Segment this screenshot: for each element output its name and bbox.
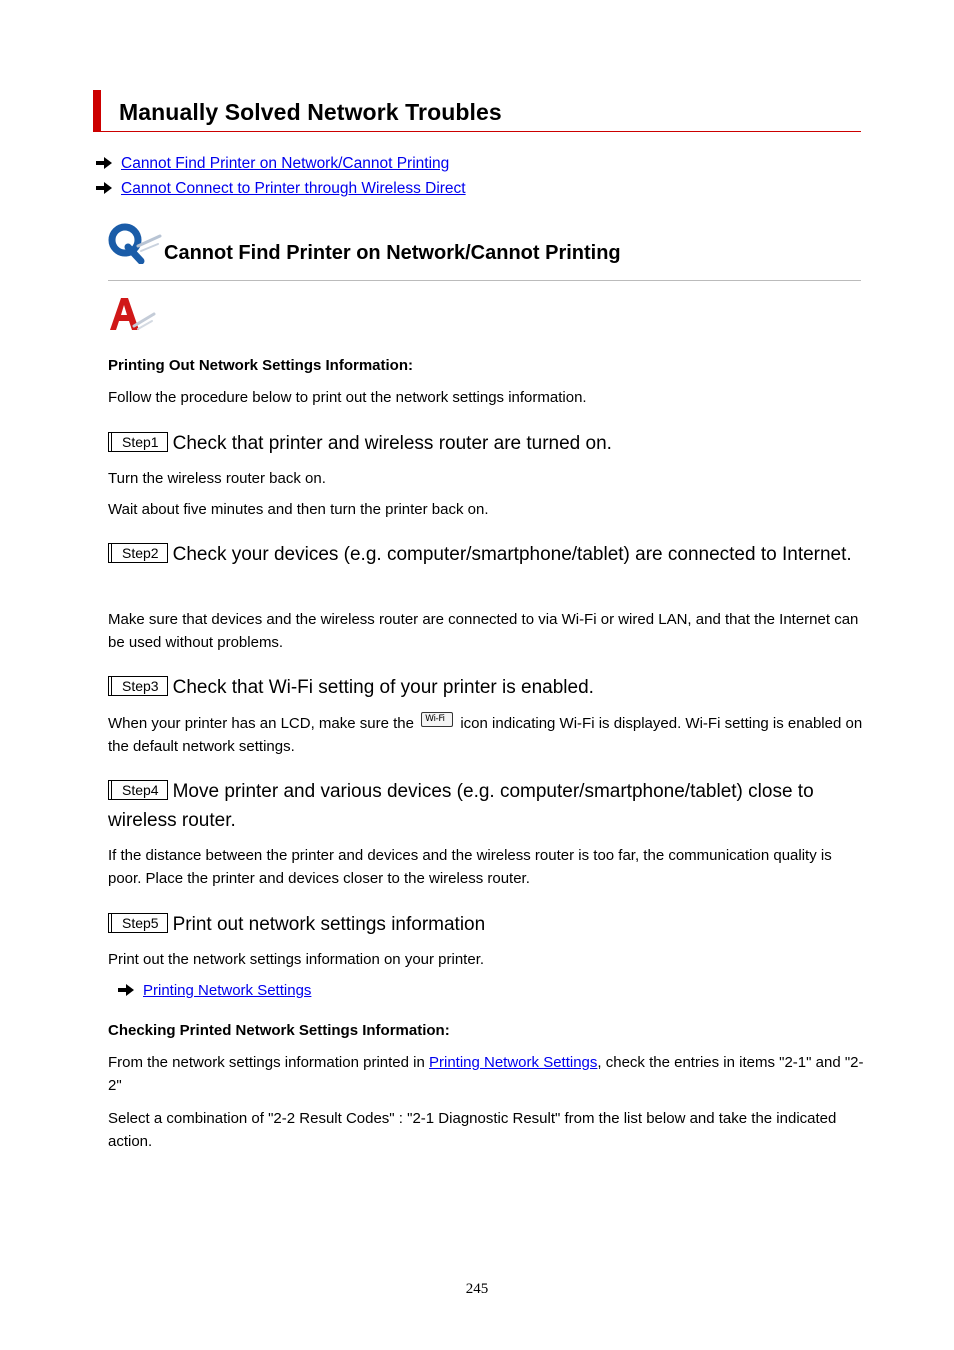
step-5-heading (108, 910, 868, 939)
check-text-after: , check the entries in items "2-1" and "2-2" (108, 1054, 864, 1094)
page-title: Manually Solved Network Troubles (119, 99, 502, 125)
question-heading-block (108, 222, 861, 281)
step-title: Check that printer and wireless router are turned on. (172, 433, 612, 454)
step-badge: Step1 (108, 432, 168, 452)
step-badge: Step5 (108, 913, 168, 933)
toc-link-wireless-direct[interactable]: Cannot Connect to Printer through Wireless Direct (121, 180, 466, 197)
intro-text: Follow the procedure below to print out the network settings information. (108, 389, 587, 406)
printing-network-settings-inline-link[interactable]: Printing Network Settings (428, 1054, 598, 1071)
check-settings-heading: Checking Printed Network Settings Information: (108, 1022, 450, 1039)
wifi-icon (421, 712, 453, 727)
printing-network-settings-link[interactable]: Printing Network Settings (143, 982, 312, 999)
step-title: Check that Wi-Fi setting of your printer is enabled. (172, 677, 594, 698)
step-4-paragraph-1: If the distance between the printer and devices and the wireless router is too far, the communication quality is poor. Place the printer and devices closer to the wireless router. (108, 847, 832, 887)
arrow-right-icon (118, 984, 134, 996)
step-title: Move printer and various devices (e.g. computer/smartphone/tablet) close to wireless router. (108, 781, 814, 831)
page-number: 245 (465, 1281, 489, 1297)
check-text-before: From the network settings information printed in (108, 1054, 425, 1071)
step-title: Check your devices (e.g. computer/smartphone/tablet) are connected to Internet. (172, 544, 852, 565)
toc-item-2 (96, 179, 466, 199)
question-heading: Cannot Find Printer on Network/Cannot Printing (164, 242, 621, 264)
step-1-heading (108, 429, 868, 458)
step-4-heading (108, 777, 868, 835)
step-badge: Step2 (108, 543, 168, 563)
step-5-paragraph-1: Print out the network settings information on your printer. (108, 951, 485, 968)
step-1-paragraph-1: Turn the wireless router back on. (108, 470, 326, 487)
step-badge: Step3 (108, 676, 168, 696)
toc-link-cannot-find-printer[interactable]: Cannot Find Printer on Network/Cannot Printing (121, 155, 450, 172)
print-settings-heading: Printing Out Network Settings Information: (108, 357, 413, 374)
wifi-icon-label: Wi-Fi (425, 714, 445, 724)
step-2-paragraph-1: Make sure that devices and the wireless router are connected to via Wi-Fi or wired LAN, and that the Internet can be used without problems. (108, 611, 859, 651)
question-q-icon (108, 222, 164, 264)
arrow-right-icon (96, 157, 112, 169)
step-badge: Step4 (108, 780, 168, 800)
page-title-bar (93, 90, 861, 132)
answer-a-icon (108, 296, 158, 334)
check-settings-paragraph (108, 1051, 868, 1097)
step-2-heading (108, 540, 868, 569)
step-3-heading (108, 673, 868, 702)
step-3-paragraph (108, 712, 868, 758)
step-title: Print out network settings information (172, 914, 486, 935)
toc-item-1 (96, 154, 449, 174)
arrow-right-icon (96, 182, 112, 194)
step-1-paragraph-2: Wait about five minutes and then turn the printer back on. (108, 501, 489, 518)
select-combination-paragraph: Select a combination of "2-2 Result Codes" : "2-1 Diagnostic Result" from the list below and take the indicated action. (108, 1110, 837, 1150)
step-5-link-item (118, 981, 311, 1001)
step-3-text-before: When your printer has an LCD, make sure the (108, 715, 414, 732)
step-3-text-after: icon indicating Wi-Fi is displayed. Wi-Fi setting is enabled on the default network settings. (108, 715, 863, 755)
